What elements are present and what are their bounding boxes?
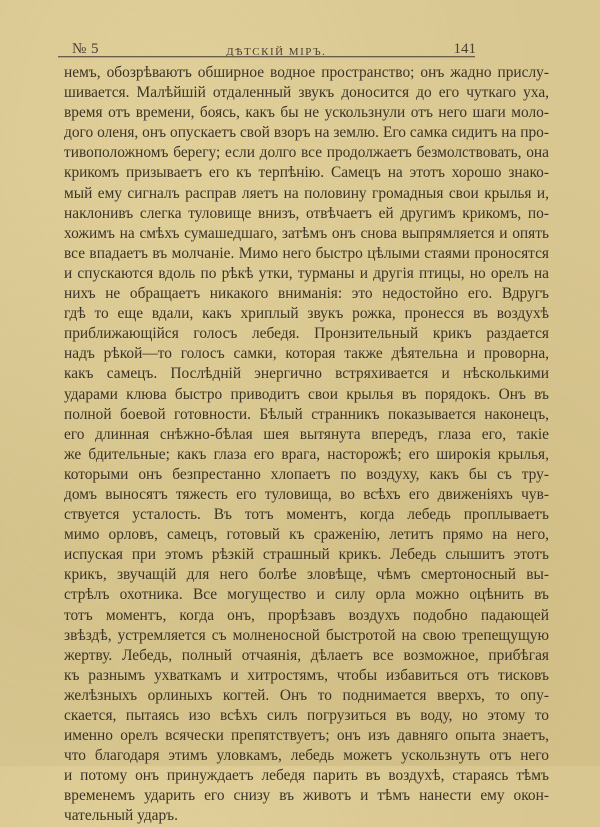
text-line: наклонивъ слегка туловище внизъ, отвѣчаетъ ей другимъ крикомъ, по- xyxy=(64,204,549,222)
text-line: домъ выносятъ тяжесть его туловища, во всѣхъ его движеніяхъ чув- xyxy=(64,485,549,503)
article-body xyxy=(64,63,549,827)
text-line: крикомъ призываетъ его къ терпѣнію. Самецъ на этотъ хорошо знако- xyxy=(64,164,549,182)
text-line: къ разнымъ ухваткамъ и хитростямъ, чтобы избавиться отъ тисковъ xyxy=(64,666,549,684)
text-line: полной боевой готовности. Бѣлый странникъ показывается наконецъ, xyxy=(64,405,549,423)
text-line: что благодаря этимъ уловкамъ, лебедь можетъ ускользнуть отъ него xyxy=(64,747,549,765)
text-line: все впадаетъ въ молчаніе. Мимо него быстро цѣлыми стаями проносятся xyxy=(64,244,549,262)
text-line: гдѣ то еще вдали, какъ хриплый звукъ рожка, пронесся въ воздухѣ xyxy=(64,305,549,323)
text-line: немъ, обозрѣваютъ обширное водное пространство; онъ жадно прислу- xyxy=(64,64,549,81)
text-line: время отъ времени, боясь, какъ бы не ускользнули отъ него шаги моло- xyxy=(64,104,549,122)
text-line: мимо орловъ, самецъ, готовый къ сраженію, летитъ прямо на него, xyxy=(64,526,549,544)
text-line: ствуется усталость. Въ тотъ моментъ, когда лебедь проплываетъ xyxy=(64,506,549,524)
text-line: стрѣлъ охотника. Все могущество и силу орла можно оцѣнить въ xyxy=(64,586,549,604)
text-line: именно орелъ всячески препятствуетъ; онъ изъ давняго опыта знаетъ, xyxy=(64,727,549,745)
text-line: тивоположномъ берегу; если долго все продолжаетъ безмолствовать, она xyxy=(64,144,549,162)
page-number: 141 xyxy=(453,41,476,57)
text-line: же бдительные; какъ глаза его врага, насторожѣ; его широкія крылья, xyxy=(64,445,549,463)
text-line: тотъ моментъ, когда онъ, прорѣзавъ воздухъ подобно падающей xyxy=(64,606,549,624)
issue-number: № 5 xyxy=(72,41,100,57)
text-line: испуская при этомъ рѣзкій страшный крикъ. Лебедь слышитъ этотъ xyxy=(64,546,549,564)
text-line: скается, пытаясь изо всѣхъ силъ погрузиться въ воду, но этому то xyxy=(64,707,549,724)
text-line: которыми онъ безпрестанно хлопаетъ по воздуху, какъ бы съ тру- xyxy=(64,465,549,483)
text-line: его длинная снѣжно-бѣлая шея вытянута впередъ, глаза его, такіе xyxy=(64,425,549,443)
text-line: нихъ не обращаетъ никакого вниманія: это недостойно его. Вдругъ xyxy=(64,285,549,303)
text-line: желѣзныхъ орлиныхъ когтей. Онъ то поднимается вверхъ, то опу- xyxy=(64,686,549,704)
text-line: мый ему сигналъ расправ ляетъ на половину громадныя свои крылья и, xyxy=(64,184,549,202)
header-rule xyxy=(58,56,475,58)
text-line: временемъ ударить его снизу въ животъ и тѣмъ нанести ему окон- xyxy=(64,787,549,805)
journal-title: ДѢТСКІЙ МІРЪ. xyxy=(226,46,327,58)
text-line: крикъ, звучащій для него болѣе зловѣще, чѣмъ смертоносный вы- xyxy=(64,566,549,584)
text-line: шивается. Малѣйшій отдаленный звукъ доносится до его чуткаго уха, xyxy=(64,84,549,102)
text-line: звѣздѣ, устремляется съ молненосной быстротой на свою трепещущую xyxy=(64,626,549,644)
text-line: и потому онъ принуждаетъ лебедя парить въ воздухѣ, стараясь тѣмъ xyxy=(64,767,549,785)
text-line: надъ рѣкой—то голосъ самки, которая также дѣятельна и проворна, xyxy=(64,345,549,363)
text-line: приближающійся голосъ лебедя. Пронзительный крикъ раздается xyxy=(64,325,549,343)
text-line: дого оленя, онъ опускаетъ свой взоръ на землю. Его самка сидитъ на про- xyxy=(64,124,549,142)
text-line: какъ самецъ. Послѣдній энергично встряхивается и нѣсколькими xyxy=(64,365,549,383)
text-line: чательный ударъ. xyxy=(64,807,178,825)
text-line: ударами клюва быстро приводитъ свои крылья въ порядокъ. Онъ въ xyxy=(64,385,549,403)
text-line: и спускаются вдоль по рѣкѣ утки, турманы и другія птицы, но орелъ на xyxy=(64,264,549,282)
running-header xyxy=(72,38,476,58)
text-line: жертву. Лебедь, полный отчаянія, дѣлаетъ все возможное, прибѣгая xyxy=(64,646,549,664)
text-line: хожимъ на смѣхъ сумашедшаго, затѣмъ онъ снова выпрямляется и опять xyxy=(64,224,549,242)
